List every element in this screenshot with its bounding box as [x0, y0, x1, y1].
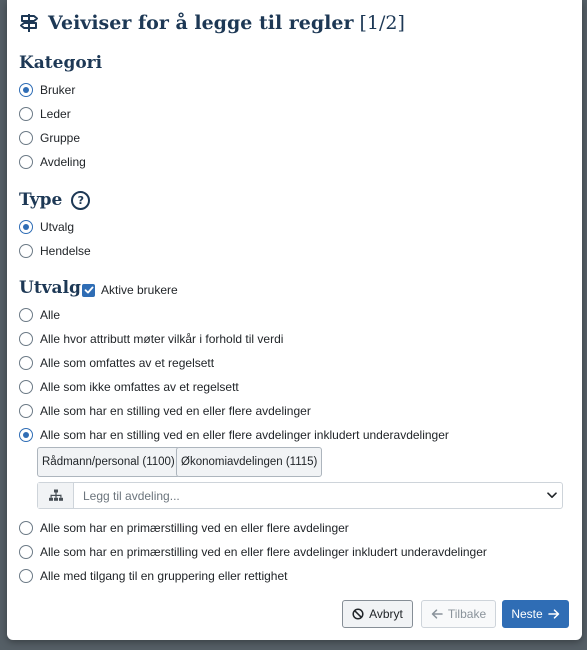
department-select[interactable] [37, 482, 563, 509]
utvalg-option-tilgang[interactable] [19, 568, 287, 584]
type-option-utvalg[interactable] [19, 219, 74, 235]
radio-label: Alle [40, 308, 61, 322]
radio-label: Utvalg [40, 220, 75, 234]
question-circle-icon[interactable]: ? [71, 191, 90, 210]
cancel-button[interactable] [342, 600, 413, 628]
kategori-heading: Kategori [19, 53, 103, 73]
department-chip-label: Rådmann/personal (1100) [42, 456, 175, 468]
utvalg-option-stilling-underavdelinger[interactable] [19, 427, 449, 443]
ban-icon [352, 608, 364, 620]
radio-label: Gruppe [40, 131, 81, 145]
rule-wizard-dialog [7, 0, 582, 640]
radio-checked[interactable] [19, 83, 33, 97]
department-chip[interactable] [176, 447, 322, 477]
sitemap-icon [38, 483, 74, 508]
kategori-option-avdeling[interactable] [19, 154, 86, 170]
type-heading-text: Type [19, 190, 63, 210]
department-chip-label: Økonomiavdelingen (1115) [181, 456, 318, 468]
check-icon [84, 285, 94, 295]
utvalg-option-stilling[interactable] [19, 403, 311, 419]
radio[interactable] [19, 155, 33, 169]
utvalg-option-alle[interactable] [19, 307, 60, 323]
kategori-option-gruppe[interactable] [19, 130, 80, 146]
radio-label: Avdeling [40, 155, 86, 169]
radio-label: Alle hvor attributt møter vilkår i forhold til verdi [40, 332, 284, 346]
arrow-right-icon [548, 609, 560, 619]
radio[interactable] [19, 380, 33, 394]
radio[interactable] [19, 404, 33, 418]
kategori-option-bruker[interactable] [19, 82, 75, 98]
next-button[interactable] [502, 600, 569, 628]
utvalg-option-primaerstilling[interactable] [19, 520, 349, 536]
utvalg-option-primaerstilling-underavdelinger[interactable] [19, 544, 487, 560]
active-users-checkbox[interactable] [82, 283, 178, 297]
utvalg-option-regelsett[interactable] [19, 355, 214, 371]
radio-label: Alle som har en primærstilling ved en eller flere avdelinger [40, 521, 349, 535]
radio[interactable] [19, 545, 33, 559]
radio[interactable] [19, 356, 33, 370]
arrow-left-icon [431, 609, 443, 619]
kategori-option-leder[interactable] [19, 106, 71, 122]
type-heading [19, 190, 90, 210]
radio-checked[interactable] [19, 220, 33, 234]
wizard-step-indicator: [1/2] [359, 12, 405, 34]
dialog-title-text: Veiviser for å legge til regler [48, 12, 354, 34]
radio-label: Alle med tilgang til en gruppering eller rettighet [40, 569, 288, 583]
radio[interactable] [19, 332, 33, 346]
radio[interactable] [19, 107, 33, 121]
radio-label: Hendelse [40, 244, 91, 258]
radio-checked[interactable] [19, 428, 33, 442]
radio[interactable] [19, 244, 33, 258]
utvalg-heading: Utvalg [19, 278, 81, 298]
cancel-label: Avbryt [369, 607, 403, 621]
checkbox-checked[interactable] [82, 284, 95, 297]
radio-label: Alle som har en stilling ved en eller flere avdelinger [40, 404, 311, 418]
radio[interactable] [19, 569, 33, 583]
back-button[interactable] [421, 600, 496, 628]
chevron-down-icon[interactable] [542, 483, 562, 508]
back-label: Tilbake [447, 607, 487, 621]
radio-label: Alle som omfattes av et regelsett [40, 356, 215, 370]
radio-label: Leder [40, 107, 71, 121]
dialog-title [19, 12, 405, 34]
utvalg-option-attributt[interactable] [19, 331, 283, 347]
radio[interactable] [19, 308, 33, 322]
radio-label: Alle som har en stilling ved en eller flere avdelinger inkludert underavdelinger [40, 428, 449, 442]
next-label: Neste [511, 607, 543, 621]
radio-label: Alle som ikke omfattes av et regelsett [40, 380, 239, 394]
radio[interactable] [19, 131, 33, 145]
radio[interactable] [19, 521, 33, 535]
radio-label: Alle som har en primærstilling ved en eller flere avdelinger inkludert underavdelinger [40, 545, 487, 559]
department-chip[interactable] [37, 447, 180, 477]
department-search-input[interactable] [74, 483, 542, 508]
radio-label: Bruker [40, 83, 76, 97]
checkbox-label: Aktive brukere [101, 283, 178, 297]
type-option-hendelse[interactable] [19, 243, 91, 259]
utvalg-option-ikke-regelsett[interactable] [19, 379, 239, 395]
signpost-icon [19, 13, 39, 33]
